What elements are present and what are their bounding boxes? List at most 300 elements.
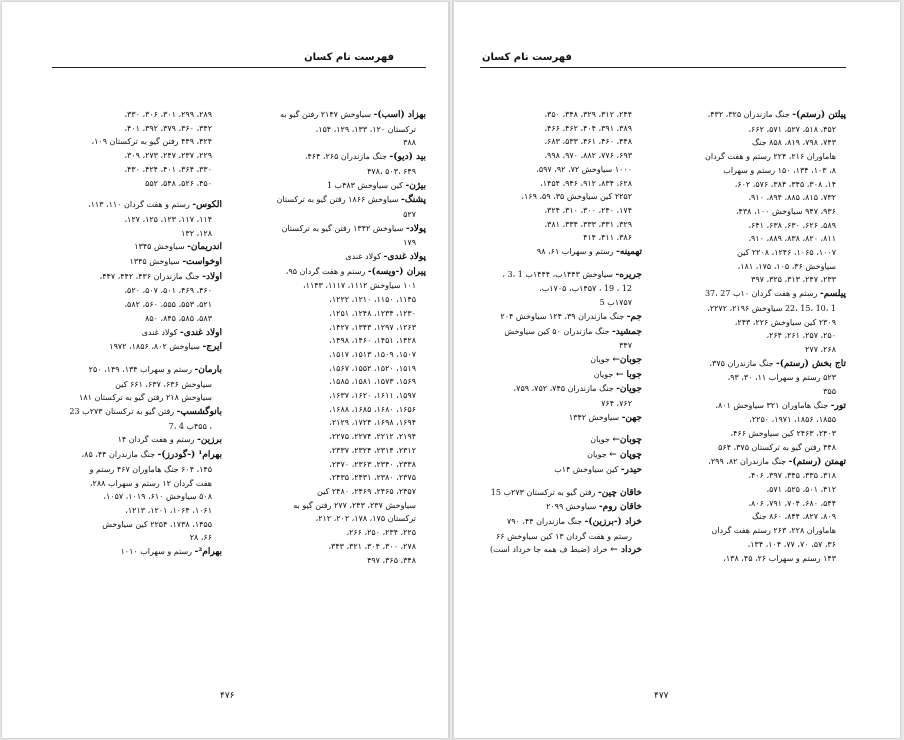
entry-references: ۱۲۶۳، ۱۲۹۷، ۱۳۴۳، ۱۴۲۷،	[329, 322, 416, 332]
index-entry	[248, 179, 426, 194]
entry-references: جنگ هاماوران ۳۲۱ سیاوخش ۸۰۱،	[715, 400, 831, 410]
entry-references: رستم و سهراب ۱۳۴، ۱۴۹، ۲۵۰	[88, 364, 195, 374]
index-entry	[464, 149, 642, 163]
entry-references: ترکستان ۱۲۰، ۱۳۳، ۱۲۹، ۱۵۴،	[315, 124, 416, 134]
index-entry	[44, 198, 222, 213]
index-entry	[44, 213, 222, 227]
index-entry	[464, 268, 642, 283]
index-entry	[248, 193, 426, 208]
index-column	[668, 108, 846, 565]
index-entry	[248, 108, 426, 123]
entry-headword: پولاد-	[405, 223, 426, 234]
entry-references: ۱۷۹	[403, 238, 416, 248]
entry-headword: تهمتن (رستم)-	[788, 456, 846, 467]
entry-headword: جوبان←	[612, 354, 642, 365]
entry-headword: بید (دیو)-	[389, 152, 426, 163]
entry-headword: بانوگشسپ-	[176, 407, 222, 418]
index-entry	[44, 108, 222, 122]
entry-references: ۳۳۰، ۳۶۴، ۴۰۱، ۴۲۴، ۴۳۰،	[124, 164, 212, 174]
entry-references: سیاوخش ۸۰۲، ۱۸۵۶، ۱۹۷۲	[109, 342, 203, 352]
entry-references: ۲۴۵۷، ۲۴۶۵، ۲۴۶۹، ۲۴۸۰ کین	[317, 486, 416, 496]
entry-references: سیاوخش ۲۳۷، ۲۴۳، ۲۷۷ رفتن گیو به	[293, 500, 416, 510]
entry-references: ۵۸۳، ۵۸۵، ۸۴۵، ۸۵۰	[145, 313, 212, 323]
index-entry	[464, 218, 642, 232]
entry-references: ۳۶، ۵۷، ۷۰، ۷۷، ۱۰۴، ۱۳۴،	[747, 539, 836, 549]
entry-headword: جویان-	[616, 384, 642, 395]
index-entry	[668, 191, 846, 205]
entry-references: ۹۳۶، ۹۴۷ سیاوخش ۱۰۰، ۴۳۸،	[735, 206, 836, 216]
entry-references: ۴۵۲، ۵۱۸، ۵۲۷، ۵۷۱، ۶۶۲،	[748, 124, 836, 134]
entry-references: ، ۴۵۵ب 4 ،7	[168, 421, 212, 431]
entry-headword: چوبان←	[612, 435, 642, 446]
entry-headword: تاج بخش (رستم)-	[776, 358, 846, 369]
entry-references: هفت گردان ۱۲ رستم و سهراب ۲۸۸،	[89, 478, 212, 488]
entry-headword: پیلتن (رستم)-	[792, 110, 846, 120]
entry-references: رستم و هفت گردان ۱۴	[117, 435, 198, 445]
index-entry	[464, 411, 642, 426]
entry-references: ۱۴۵۵، ۱۷۳۸، ۲۲۵۴ کین سیاوخش	[102, 519, 212, 529]
entry-references: ۱۴۵، ۶۰۴ جنگ هاماوران ۴۶۷ رستم و	[89, 464, 212, 474]
index-entry	[464, 515, 642, 530]
index-entry	[248, 321, 426, 335]
entry-references: 12 ، 19 ، ۱۴۵۷ب، ۱۷۰۵ب،	[539, 284, 632, 294]
entry-references: ۷۶۲، ۷۶۴	[601, 399, 632, 409]
entry-references: سیاوخش ۱۳۴۵	[134, 242, 188, 252]
index-entry	[248, 165, 426, 179]
entry-references: رستم و هفت گردان ۱۳ کین سیاوخش ۶۶	[495, 531, 632, 541]
index-entry	[464, 245, 642, 260]
entry-references: ۳۱۸، ۳۳۵، ۳۴۵، ۳۹۷، ۴۰۶،	[748, 471, 836, 481]
index-entry	[44, 284, 222, 298]
entry-references: کولاد غندی	[345, 252, 384, 262]
index-entry	[668, 371, 846, 385]
entry-headword: تهمینه-	[616, 247, 642, 258]
index-entry	[44, 227, 222, 241]
entry-references: کین سیاوخش ۱۴ب	[554, 464, 621, 474]
entry-references: ۳۴۷	[619, 341, 632, 351]
entry-references: ۴۴۸، ۴۶۰، ۴۶۱، ۵۳۳، ۶۸۳،	[544, 137, 632, 147]
index-entry	[668, 427, 846, 441]
index-entry	[464, 397, 642, 411]
entry-references: رستم و هفت گردان ۱۰ب 27 ،37	[704, 289, 821, 299]
entry-references: ۱۴۲۸، ۱۴۵۱، ۱۴۶۰، ۱۴۹۸،	[329, 336, 416, 346]
index-entry	[668, 455, 846, 470]
entry-references: ۱۴، ۳۰۸، ۳۴۵، ۳۸۴، ۵۷۶، ۶۰۲،	[734, 179, 836, 189]
entry-headword: بارمان-	[194, 364, 222, 375]
entry-headword: خراد (-برزین)-	[584, 516, 642, 527]
entry-references: سیاوخش ۶۳۶، ۶۳۷، ۶۶۱ کین	[115, 379, 212, 389]
header-rule	[52, 67, 426, 68]
index-entry	[668, 357, 846, 372]
entry-headword: اندریمان-	[187, 242, 222, 253]
index-entry	[248, 471, 426, 485]
index-entry	[248, 279, 426, 293]
index-entry	[668, 219, 846, 233]
entry-headword: پیران (-ویسه)-	[367, 266, 426, 277]
entry-references: ۳۸۸	[403, 138, 416, 148]
entry-references: سیاوخش ۲۱۸ رفتن گیو به ترکستان ۱۸۱	[79, 393, 212, 403]
index-entry	[668, 538, 846, 552]
entry-references: ۲۳۳۸، ۲۳۴۰، ۲۳۶۳، ۲۳۷۰،	[329, 459, 416, 469]
entry-headword: خاقان روم-	[598, 502, 642, 513]
index-entry	[668, 287, 846, 302]
index-entry	[464, 463, 642, 478]
index-entry	[248, 293, 426, 307]
entry-headword: بهرام¹ (-گودرز)-	[157, 450, 222, 461]
index-entry	[668, 302, 846, 316]
index-entry	[464, 325, 642, 340]
entry-references: سیاوخش ۲۰۹۹	[546, 502, 599, 512]
index-entry	[248, 208, 426, 222]
entry-references: ۲۳۰۹ کین سیاوخش ۲۲۶، ۲۴۳،	[734, 317, 836, 327]
index-entry	[248, 265, 426, 280]
entry-headword: پیلسم-	[820, 289, 846, 300]
entry-references: ۵۲۳ رستم و سهراب ۱۱، ۳۰، ۹۳،	[727, 373, 836, 383]
entry-headword: جهن-	[621, 412, 642, 423]
entry-references: ۲۴۰۳، ۲۴۶۳ کین سیاوخش ۴۶۶،	[730, 429, 836, 439]
entry-headword: جم-	[626, 311, 642, 322]
index-entry	[248, 136, 426, 150]
index-entry	[668, 510, 846, 524]
index-entry	[248, 307, 426, 321]
entry-references: سیاوخش ۱۳۴۲	[568, 412, 622, 422]
index-entry	[668, 205, 846, 219]
index-entry	[668, 343, 846, 357]
entry-references: رستم و سهراب ۶۱، ۹۸	[536, 247, 617, 257]
entry-references: خراد (ضبط ف همه جا خرداد است)	[489, 545, 611, 555]
index-entry	[44, 420, 222, 434]
entry-references: ۶۶، ۲۸	[189, 533, 212, 543]
index-entry	[668, 469, 846, 483]
entry-headword: اولاد-	[202, 271, 222, 282]
page-number: ۴۷۶	[220, 691, 235, 701]
entry-references: رفتن گیو به ترکستان ۲۷۳ب 15	[490, 487, 599, 497]
entry-headword: پولاد غندی-	[383, 252, 426, 263]
entry-references: جنگ مازندران ۳۹، ۱۲۴ سیاوخش ۲۰۴	[500, 311, 627, 321]
index-entry	[44, 298, 222, 312]
index-entry	[248, 362, 426, 376]
entry-references: ۱۰۰۰ سیاوخش ۷۲، ۹۲، ۵۹۷،	[536, 164, 632, 174]
entry-headword: چوپان ←	[609, 450, 642, 461]
entry-references: کین سیاوخش ۴۸۳ب 1	[326, 180, 406, 190]
entry-references: ۷۳۲، ۸۱۵، ۸۸۵، ۸۹۴، ۹۱۰،	[748, 193, 836, 203]
entry-headword: اوخواست-	[182, 257, 222, 268]
index-entry	[248, 416, 426, 430]
entry-references: ۱۲۳۰، ۱۲۳۴، ۱۲۴۸، ۱۲۵۱،	[329, 308, 416, 318]
entry-references: ۲۲۵۲ کین سیاوخش ۳۵، ۵۹، ۱۶۹،	[521, 192, 632, 202]
entry-references: ۱۵۱۹، ۱۵۲۰، ۱۵۵۲، ۱۵۶۷،	[329, 363, 416, 373]
entry-references: سیاوخش ۱۸۶۶ رفتن گیو به ترکستان	[276, 195, 401, 205]
index-entry	[668, 483, 846, 497]
entry-references: ۴۱۲، ۵۰۱، ۵۲۵، ۵۷۱،	[766, 484, 836, 494]
entry-references: ۱۵۶۹، ۱۵۷۳، ۱۵۸۱، ۱۵۸۵،	[329, 377, 416, 387]
index-entry	[668, 273, 846, 287]
index-entry	[464, 448, 642, 463]
entry-headword: ایرج-	[202, 342, 222, 353]
index-entry	[464, 339, 642, 353]
entry-headword: جوبا ←	[615, 369, 642, 380]
index-entry	[248, 526, 426, 540]
index-entry	[668, 150, 846, 164]
entry-headword: بیژن-	[405, 180, 426, 191]
index-entry	[44, 340, 222, 355]
index-entry	[248, 554, 426, 568]
entry-headword: اولاد غندی-	[179, 327, 222, 338]
left-page	[2, 2, 448, 738]
entry-references: ۲۷۸، ۳۰۰، ۳۰۴، ۳۲۱، ۳۴۳،	[328, 541, 416, 551]
index-entry	[44, 545, 222, 560]
index-entry	[668, 136, 846, 150]
index-entry	[44, 378, 222, 392]
index-entry	[44, 326, 222, 341]
index-entry	[668, 108, 846, 123]
entry-references: جویان	[593, 369, 616, 379]
entry-references: ۲۴۴، ۳۱۲، ۳۲۹، ۳۴۸، ۳۵۰،	[544, 110, 632, 119]
entry-headword: بهزاد (اسب)-	[373, 110, 426, 120]
entry-references: ۳۵۵	[823, 387, 836, 397]
index-entry	[44, 270, 222, 285]
entry-references: 1 ،10 ،15 ،22 سیاوخش ۲۱۹۶، ۲۲۷۲،	[707, 303, 836, 313]
index-entry	[44, 363, 222, 378]
index-entry	[668, 399, 846, 414]
index-entry	[668, 164, 846, 178]
page-number: ۴۷۷	[654, 691, 669, 701]
entry-references: هاماوران ۲۱۶، ۲۲۴ رستم و هفت گردان	[705, 152, 836, 162]
entry-references: ۱۸۵۵، ۱۸۵۶، ۱۹۷۱، ۲۲۵۰،	[749, 415, 836, 425]
entry-references: ۸، ۱۰۳، ۱۳۴، ۱۵۰ رستم و سهراب	[723, 165, 836, 175]
index-entry	[668, 246, 846, 260]
entry-references: ۱۴۳ رستم و سهراب ۲۶، ۴۵، ۱۳۸،	[723, 553, 836, 563]
index-entry	[464, 231, 642, 245]
entry-references: سیاوخش ۱۴۴۳ب، ۱۴۴۴ب 1 ،3 ،	[502, 269, 616, 279]
index-entry	[464, 163, 642, 177]
index-entry	[248, 150, 426, 165]
entry-references: ۳۲۹، ۳۳۱، ۳۳۳، ۳۳۴، ۳۸۱،	[544, 219, 632, 229]
index-entry	[44, 255, 222, 270]
page-header: فهرست نام کسان	[304, 52, 394, 63]
index-entry	[464, 382, 642, 397]
entry-references: ۱۰۱ سیاوخش ۱۱۱۲، ۱۱۱۷، ۱۱۴۳،	[303, 281, 416, 291]
entry-references: جنگ مازندران ۴۴، ۸۵،	[81, 450, 158, 460]
index-entry	[44, 504, 222, 518]
index-column	[44, 108, 222, 560]
index-entry	[44, 433, 222, 448]
entry-references: ۱۰۰۷، ۱۰۶۵، ۱۲۴۶، ۲۲۰۸ کین	[737, 248, 836, 258]
entry-references: ۲۱۹۴، ۲۲۱۲، ۲۲۷۴، ۲۲۷۵،	[329, 432, 416, 442]
entry-headword: بهرام²-	[194, 547, 222, 558]
entry-references: سیاوخش ۱۳۴۲ رفتن گیو به ترکستان	[281, 223, 406, 233]
entry-references: ۵۲۱، ۵۵۳، ۵۵۵، ۵۶۰، ۵۸۲،	[124, 300, 212, 310]
entry-references: جنگ مازندران ۲۶۵، ۴۶۴،	[304, 152, 390, 162]
entry-references: ۲۵۰، ۲۵۷، ۲۶۱، ۲۶۴،	[766, 331, 836, 341]
index-entry	[464, 190, 642, 204]
index-entry	[248, 444, 426, 458]
entry-references: جنگ مازندران ۳۲۵، ۴۳۲،	[707, 110, 793, 119]
entry-references: ۲۶۸، ۲۷۷	[805, 344, 836, 354]
index-column	[248, 108, 426, 567]
entry-references: ۶۲۸، ۸۳۴، ۹۱۲، ۹۴۶، ۱۴۵۴،	[540, 178, 632, 188]
index-entry	[248, 458, 426, 472]
entry-references: جویان	[587, 450, 610, 460]
index-entry	[44, 448, 222, 463]
entry-headword: برزین-	[197, 435, 222, 446]
index-entry	[248, 123, 426, 137]
index-entry	[464, 500, 642, 515]
entry-references: ۲۲۵، ۲۳۴، ۲۵۰، ۲۶۶،	[346, 528, 416, 538]
entry-headword: الکوس-	[192, 200, 222, 211]
entry-headword: جریره-	[615, 269, 642, 280]
index-entry	[668, 178, 846, 192]
index-entry	[44, 122, 222, 136]
index-entry	[464, 135, 642, 149]
entry-references: سیاوخش ۲۱۴۷ رفتن گیو به	[280, 110, 374, 119]
index-entry	[668, 552, 846, 566]
index-entry	[248, 375, 426, 389]
entry-references: ۱۶۹۴، ۱۶۹۸، ۱۷۲۴، ۲۱۲۹،	[329, 418, 416, 428]
entry-references: ۲۳۳، ۲۴۷، ۳۱۳، ۳۲۵، ۳۹۷	[751, 275, 836, 285]
entry-references: ترکستان ۱۷۵، ۱۷۸، ۲۰۲، ۲۱۲،	[315, 514, 416, 524]
entry-references: ۵۲۷	[403, 209, 416, 219]
index-entry	[248, 540, 426, 554]
entry-references: ۱۵۹۷، ۱۶۱۱، ۱۶۲۰، ۱۶۳۷،	[329, 391, 416, 401]
index-entry	[248, 334, 426, 348]
index-entry	[248, 430, 426, 444]
entry-references: ۵۰۸ سیاوخش ۶۱۰، ۱۰۱۹، ۱۰۵۷،	[103, 492, 212, 502]
index-entry	[44, 312, 222, 326]
index-entry	[248, 236, 426, 250]
entry-references: ۱۶۵۶، ۱۶۸۰، ۱۶۸۵، ۱۶۸۸،	[329, 404, 416, 414]
entry-references: ۴۵۰، ۵۲۶، ۵۴۸، ۵۵۲	[145, 178, 212, 188]
index-entry	[668, 497, 846, 511]
index-entry	[668, 329, 846, 343]
index-entry	[668, 413, 846, 427]
index-entry	[248, 389, 426, 403]
index-entry	[248, 222, 426, 237]
entry-references: ۷۴۳، ۷۹۸، ۸۱۹، ۸۵۸ جنگ	[752, 138, 836, 148]
entry-references: سیاوخش ۳۶، ۱۰۵، ۱۷۵، ۱۸۱،	[737, 261, 836, 271]
index-entry	[248, 250, 426, 265]
entry-references: ۲۳۱۲، ۲۳۱۴، ۲۳۲۴، ۲۳۳۷،	[329, 445, 416, 455]
entry-references: کولاد غندی	[141, 327, 180, 337]
index-entry	[44, 531, 222, 545]
index-entry	[44, 149, 222, 163]
entry-references: جویان	[590, 435, 613, 445]
index-entry	[44, 240, 222, 255]
header-rule	[480, 67, 846, 68]
entry-references: ۴۶۰، ۴۶۹، ۵۰۱، ۵۰۷، ۵۲۰،	[124, 286, 212, 296]
index-entry	[668, 232, 846, 246]
entry-references: ۸۰۹، ۸۲۷، ۸۴۴، ۸۶۰ جنگ	[752, 512, 836, 522]
index-entry	[464, 486, 642, 501]
entry-references: ۵۸۹، ۶۲۶، ۶۳۰، ۶۳۸، ۶۴۱،	[748, 220, 836, 230]
entry-headword: حیدر-	[620, 464, 642, 475]
entry-references: ۱۵۰۷، ۱۵۰۹، ۱۵۱۳، ۱۵۱۷،	[329, 349, 416, 359]
entry-references: ۱۲۸، ۱۳۲	[181, 228, 212, 238]
index-column	[464, 108, 642, 558]
entry-references: ۲۲۹، ۲۳۷، ۲۴۷، ۲۷۳، ۳۰۹،	[124, 151, 212, 161]
index-entry	[464, 543, 642, 558]
index-entry	[668, 123, 846, 137]
entry-references: ۴۴۸ رفتن گیو به ترکستان ۳۷۵، ۵۶۴	[718, 442, 836, 452]
index-entry	[464, 310, 642, 325]
entry-references: ۸۱۱، ۸۲۰، ۸۳۸، ۸۸۹، ۹۱۰،	[748, 234, 836, 244]
index-entry	[248, 485, 426, 499]
index-entry	[248, 499, 426, 513]
index-entry	[464, 177, 642, 191]
entry-references: ۳۸۹، ۳۹۱، ۴۰۴، ۴۶۲، ۴۶۶،	[544, 123, 632, 133]
entry-references: ۲۸۹، ۲۹۹، ۳۰۱، ۳۰۶، ۳۳۰،	[124, 110, 212, 119]
index-entry	[44, 163, 222, 177]
index-entry	[248, 512, 426, 526]
index-entry	[44, 135, 222, 149]
entry-references: هاماوران ۲۲۸، ۲۶۳ رستم هفت گردان	[711, 526, 836, 536]
entry-headword: جمشید-	[612, 326, 642, 337]
index-entry	[668, 524, 846, 538]
index-entry	[464, 368, 642, 383]
entry-references: ۱۰۶۱، ۱۰۶۴، ۱۲۰۱، ۱۲۱۳،	[125, 505, 212, 515]
index-entry	[44, 463, 222, 477]
index-entry	[668, 316, 846, 330]
index-entry	[668, 441, 846, 455]
entry-headword: پشنگ-	[400, 195, 426, 206]
entry-references: ۳۴۸، ۳۶۵، ۴۹۷	[367, 555, 416, 565]
entry-headword: خاقان چین-	[598, 487, 642, 498]
entry-references: ۲۳۷۵، ۲۳۸۰، ۲۴۳۱، ۲۴۳۵،	[329, 473, 416, 483]
page-header: فهرست نام کسان	[482, 52, 572, 63]
entry-references: سیاوخش ۱۳۴۵	[129, 257, 183, 267]
index-entry	[464, 296, 642, 310]
entry-references: ۱۱۴، ۱۱۷، ۱۲۳، ۱۲۵، ۱۲۷،	[124, 214, 212, 224]
entry-headword: خرداد ←	[610, 545, 642, 556]
entry-references: ۱۷۴، ۲۴۰، ۳۰۰، ۳۱۰، ۳۲۴،	[544, 205, 632, 215]
entry-references: ۳۸۶، ۴۱۱، ۴۱۴	[583, 233, 632, 243]
index-entry	[464, 282, 642, 296]
entry-references: جنگ مازندران ۴۳۶، ۴۴۲، ۴۴۷،	[99, 271, 203, 281]
entry-references: ۵۴۴، ۶۸۰، ۷۰۴، ۷۹۱، ۸۰۶،	[748, 498, 836, 508]
index-entry	[668, 260, 846, 274]
entry-references: ۶۴۹ ،۵۰۳ ،۴۷۸	[367, 166, 416, 176]
entry-references: ۳۴۲، ۳۶۰، ۳۷۹، ۳۹۲، ۴۰۱،	[124, 123, 212, 133]
index-entry	[464, 108, 642, 122]
entry-references: ۱۱۴۵، ۱۱۵۰، ۱۲۱۰، ۱۲۲۲،	[329, 295, 416, 305]
entry-references: جنگ مازندران ۳۷۵،	[709, 358, 777, 368]
index-entry	[464, 353, 642, 368]
index-entry	[464, 204, 642, 218]
index-entry	[44, 477, 222, 491]
index-entry	[464, 530, 642, 544]
entry-references: جنگ مازندران ۵۰ کین سیاوخش	[504, 326, 613, 336]
entry-references: رستم و سهراب ۱۰۱۰	[120, 547, 195, 557]
entry-references: ۶۹۳، ۷۷۶، ۸۸۲، ۹۷۰، ۹۹۸،	[544, 151, 632, 161]
index-entry	[44, 405, 222, 420]
index-entry	[464, 122, 642, 136]
index-entry	[44, 177, 222, 191]
index-entry	[44, 518, 222, 532]
book-spine	[449, 0, 453, 740]
entry-references: رستم و هفت گردان ۹۵،	[285, 266, 368, 276]
entry-references: جویان	[590, 354, 613, 364]
right-page	[454, 2, 900, 738]
index-entry	[248, 403, 426, 417]
entry-references: ۱۷۵۷ب 5	[599, 298, 632, 308]
entry-references: رستم و هفت گردان ۱۱۰، ۱۱۳،	[88, 200, 193, 210]
entry-headword: تور-	[830, 400, 846, 411]
entry-references: جنگ مازندران ۷۴۵، ۷۵۲، ۷۵۹،	[513, 384, 617, 394]
index-entry	[668, 385, 846, 399]
index-entry	[44, 391, 222, 405]
entry-references: رفتن گیو به ترکستان ۲۷۳ب 23	[69, 407, 177, 417]
entry-references: جنگ مازندران ۴۴، ۷۹۰	[506, 516, 585, 526]
